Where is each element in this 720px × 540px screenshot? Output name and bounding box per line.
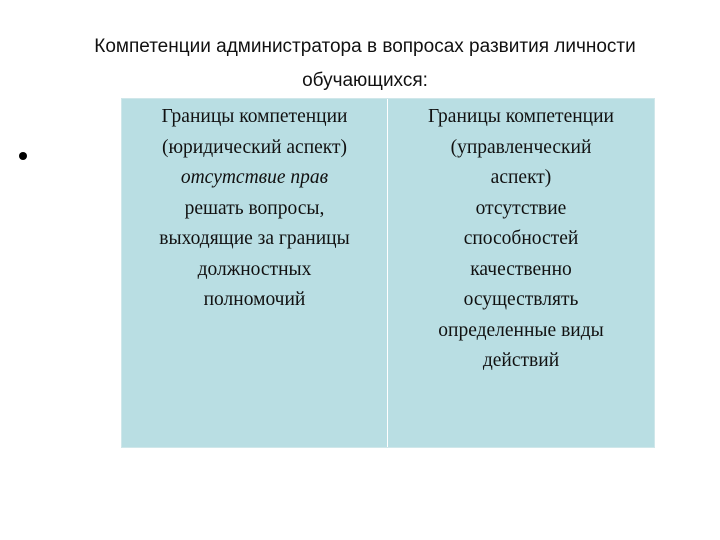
managerial-aspect-line: способностей — [463, 228, 579, 249]
legal-aspect-line: Границы компетенции — [161, 106, 348, 127]
managerial-aspect-line: действий — [482, 350, 560, 371]
managerial-aspect-line: качественно — [470, 258, 572, 280]
managerial-aspect-line: (управленческий — [450, 136, 592, 158]
managerial-aspect-line: осуществлять — [463, 289, 579, 310]
managerial-aspect-line: аспект) — [490, 167, 552, 188]
slide-title — [30, 30, 700, 98]
legal-aspect-line: отсутствие прав — [180, 167, 329, 188]
managerial-aspect-line: Границы компетенции — [428, 106, 614, 127]
legal-aspect-line: полномочий — [203, 289, 306, 310]
legal-aspect-line: должностных — [197, 258, 312, 280]
slide-title-line-2: обучающихся: — [302, 70, 428, 91]
managerial-aspect-line: отсутствие — [475, 197, 567, 219]
competence-table — [121, 98, 655, 448]
managerial-aspect-column — [388, 99, 654, 447]
slide-title-line-1: Компетенции администратора в вопросах развития личности — [94, 36, 636, 57]
legal-aspect-column — [122, 99, 388, 447]
legal-aspect-line: (юридический аспект) — [161, 136, 348, 158]
managerial-aspect-line: определенные виды — [438, 319, 604, 341]
legal-aspect-line: решать вопросы, — [184, 197, 325, 219]
legal-aspect-line: выходящие за границы — [159, 228, 350, 249]
bullet-point — [19, 152, 27, 160]
